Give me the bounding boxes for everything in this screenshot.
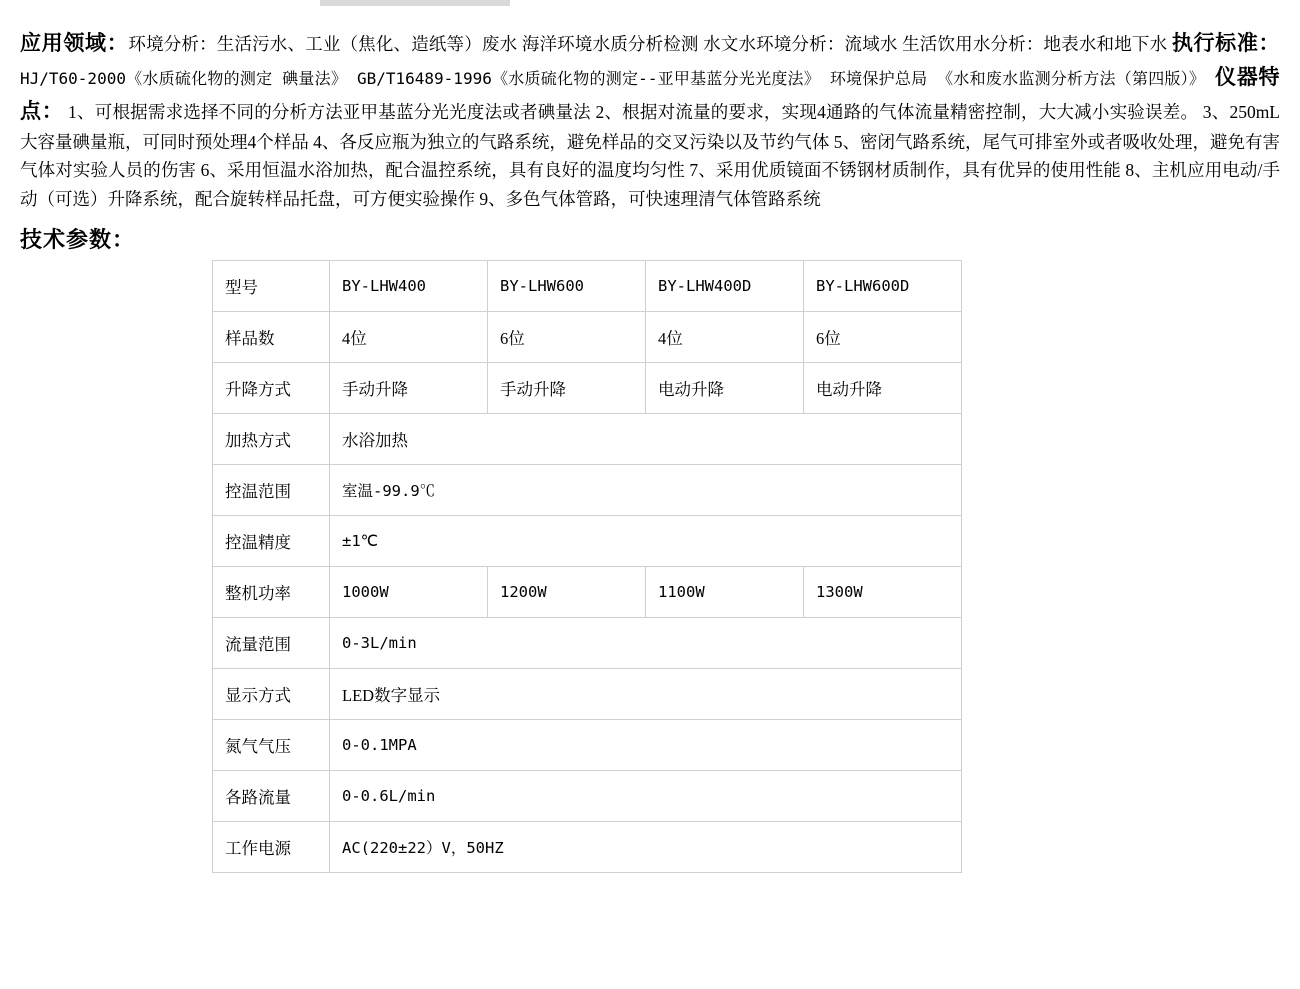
- row-value: 1200W: [488, 567, 646, 618]
- row-label: 升降方式: [213, 363, 330, 414]
- row-value: 室温-99.9℃: [330, 465, 962, 516]
- row-label: 加热方式: [213, 414, 330, 465]
- application-heading: 应用领域：: [20, 31, 129, 55]
- row-value: 电动升降: [646, 363, 804, 414]
- table-row: [213, 720, 962, 771]
- row-label: 样品数: [213, 312, 330, 363]
- row-value: LED数字显示: [330, 669, 962, 720]
- row-value: 4位: [330, 312, 488, 363]
- row-label: 显示方式: [213, 669, 330, 720]
- row-label: 控温范围: [213, 465, 330, 516]
- row-value: 手动升降: [330, 363, 488, 414]
- table-row: [213, 516, 962, 567]
- table-row: [213, 771, 962, 822]
- row-value: 1100W: [646, 567, 804, 618]
- row-value: 电动升降: [804, 363, 962, 414]
- features-text: 1、可根据需求选择不同的分析方法亚甲基蓝分光光度法或者碘量法 2、根据对流量的要求，实现4通路的气体流量精密控制，大大减小实验误差。 3、250mL大容量碘量瓶，可同时预处理4个样品 4、各反应瓶为独立的气路系统，避免样品的交叉污染以及节约气体 5、密闭气路系统，尾气可排室外或者吸收处理，避免有害气体对实验人员的伤害 6、采用恒温水浴加热，配合温控系统，具有良好的温度均匀性 7、采用优质镜面不锈钢材质制作，具有优异的使用性能 8、主机应用电动/手动（可选）升降系统，配合旋转样品托盘，可方便实验操作 9、多色气体管路，可快速理清气体管路系统: [20, 102, 1280, 209]
- row-value: 1300W: [804, 567, 962, 618]
- row-value: BY-LHW400D: [646, 261, 804, 312]
- spec-table: [212, 260, 962, 873]
- row-value: 水浴加热: [330, 414, 962, 465]
- row-label: 氮气气压: [213, 720, 330, 771]
- row-value: BY-LHW400: [330, 261, 488, 312]
- row-label: 工作电源: [213, 822, 330, 873]
- row-label: 型号: [213, 261, 330, 312]
- table-row: [213, 414, 962, 465]
- row-value: 1000W: [330, 567, 488, 618]
- row-value: 6位: [804, 312, 962, 363]
- top-divider-bar: [320, 0, 510, 6]
- table-row: [213, 822, 962, 873]
- table-row: [213, 312, 962, 363]
- application-text: 环境分析：生活污水、工业（焦化、造纸等）废水 海洋环境水质分析检测 水文水环境分析：流域水 生活饮用水分析：地表水和地下水: [128, 34, 1172, 54]
- spec-table-body: [213, 261, 962, 873]
- row-value: 6位: [488, 312, 646, 363]
- table-row: [213, 567, 962, 618]
- table-row: [213, 465, 962, 516]
- row-value: 0-0.6L/min: [330, 771, 962, 822]
- row-label: 控温精度: [213, 516, 330, 567]
- features-heading: 仪器特点：: [20, 65, 1280, 124]
- table-row: [213, 618, 962, 669]
- row-label: 各路流量: [213, 771, 330, 822]
- table-row: [213, 261, 962, 312]
- row-value: 4位: [646, 312, 804, 363]
- row-value: ±1℃: [330, 516, 962, 567]
- standard-text: HJ/T60-2000《水质硫化物的测定 碘量法》 GB/T16489-1996《水质硫化物的测定--亚甲基蓝分光光度法》 环境保护总局 《水和废水监测分析方法（第四版）》: [20, 69, 1216, 89]
- row-value: BY-LHW600: [488, 261, 646, 312]
- row-value: 0-3L/min: [330, 618, 962, 669]
- standard-heading: 执行标准：: [1171, 31, 1281, 55]
- row-label: 整机功率: [213, 567, 330, 618]
- row-value: BY-LHW600D: [804, 261, 962, 312]
- table-row: [213, 669, 962, 720]
- table-row: [213, 363, 962, 414]
- row-value: 手动升降: [488, 363, 646, 414]
- row-label: 流量范围: [213, 618, 330, 669]
- row-value: AC(220±22）V，50HZ: [330, 822, 962, 873]
- params-heading: 技术参数：: [20, 228, 136, 254]
- intro-paragraph: [20, 26, 1280, 213]
- row-value: 0-0.1MPA: [330, 720, 962, 771]
